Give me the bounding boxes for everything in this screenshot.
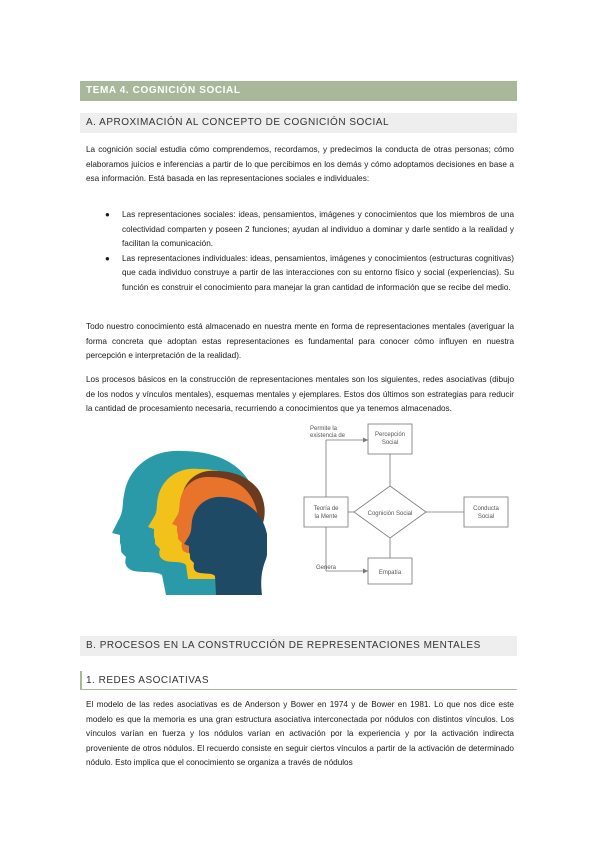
bullet-text: Las representaciones individuales: ideas, pensamientos, imágenes y conocimientos (estructuras cognitivas) que cada individuo construye a partir de las interacciones con su entorno físico y social (experiencias). Su función es construir el conocimiento para manejar la gran cantidad de información que se recibe del medio. [122, 253, 514, 292]
paragraph-intro: La cognición social estudia cómo comprendemos, recordamos, y predecimos la conducta de otras personas; cómo elaboramos juicios e inferencias a partir de lo que percibimos en los demás y cómo adoptamos decisiones en base a esa información. Está basada en las representaciones sociales e individuales: [86, 145, 514, 184]
bullet-icon: ● [105, 253, 110, 263]
label-permite-2: existencia de [310, 433, 346, 439]
node-teoria-label-1: Teoría de [313, 506, 339, 512]
node-teoria-de-la-mente [304, 497, 348, 527]
bullet-icon: ● [105, 210, 110, 219]
node-percepcion-label-1: Percepción [374, 432, 406, 438]
label-genera: Genera [316, 565, 337, 571]
arrow-to-empatia [363, 569, 368, 574]
heading-section-a: A. APROXIMACIÓN AL CONCEPTO DE COGNICIÓN SOCIAL [80, 113, 517, 133]
bullet-text: Las representaciones sociales: ideas, pensamientos, imágenes y conocimientos que los miembros de una colectividad comparten y poseen 2 funciones; ayudan al individuo a dominar y darle sentido a la realidad y facilitan la comunicación. [122, 210, 514, 249]
list-item [105, 208, 514, 252]
list-item [105, 252, 514, 296]
node-empatia-label: Empatía [378, 570, 402, 576]
paragraph-representaciones: Todo nuestro conocimiento está almacenado en nuestra mente en forma de representaciones mentales (averiguar la forma concreta que adoptan estas representaciones es fundamental para conocer cómo influyen en nuestra percepción e interpretación de la realidad). [86, 322, 514, 361]
cognicion-social-diagram [296, 418, 518, 596]
node-conducta-label-2: Social [477, 514, 495, 520]
overlapping-heads-illustration [112, 447, 267, 595]
node-percepcion-label-2: Social [381, 440, 399, 446]
node-conducta-label-1: Conducta [473, 506, 499, 512]
subheading-accent-bar [80, 671, 82, 690]
node-percepcion-social [368, 424, 412, 454]
heading-section-b: B. PROCESOS EN LA CONSTRUCCIÓN DE REPRESENTACIONES MENTALES [80, 636, 517, 656]
subheading-label: 1. REDES ASOCIATIVAS [86, 675, 209, 686]
paragraph-redes-asociativas: El modelo de las redes asociativas es de Anderson y Bower en 1974 y de Bower en 1981. Lo que nos dice este modelo es que la memoria es una gran estructura asociativa interconectada por nódulos con distintos vínculos. Los vínculos varían en fuerza y los nódulos varían en activación por la experiencia y por la activación indirecta proveniente de otros nódulos. El recuerdo consiste en seguir ciertos vínculos a partir de la activación de determinado nódulo. Esto implica que el conocimiento se organiza a través de nódulos [86, 700, 514, 768]
section-title: TEMA 4. COGNICIÓN SOCIAL [80, 81, 517, 101]
paragraph-procesos: Los procesos básicos en la construcción de representaciones mentales son los siguientes, redes asociativas (dibujo de los nodos y vínculos mentales), esquemas mentales y ejemplares. Estos dos últimos son estrategias para reducir la cantidad de procesamiento necesaria, recurriendo a conocimientos que ya tenemos almacenados. [86, 375, 514, 414]
label-permite-1: Permite la [310, 426, 338, 432]
node-teoria-label-2: la Mente [314, 514, 338, 520]
node-center-label: Cognición Social [367, 511, 413, 517]
bullet-list [86, 208, 514, 296]
arrow-to-percepcion [363, 438, 368, 443]
node-conducta-social [464, 497, 508, 527]
subheading-redes-asociativas [80, 671, 517, 690]
